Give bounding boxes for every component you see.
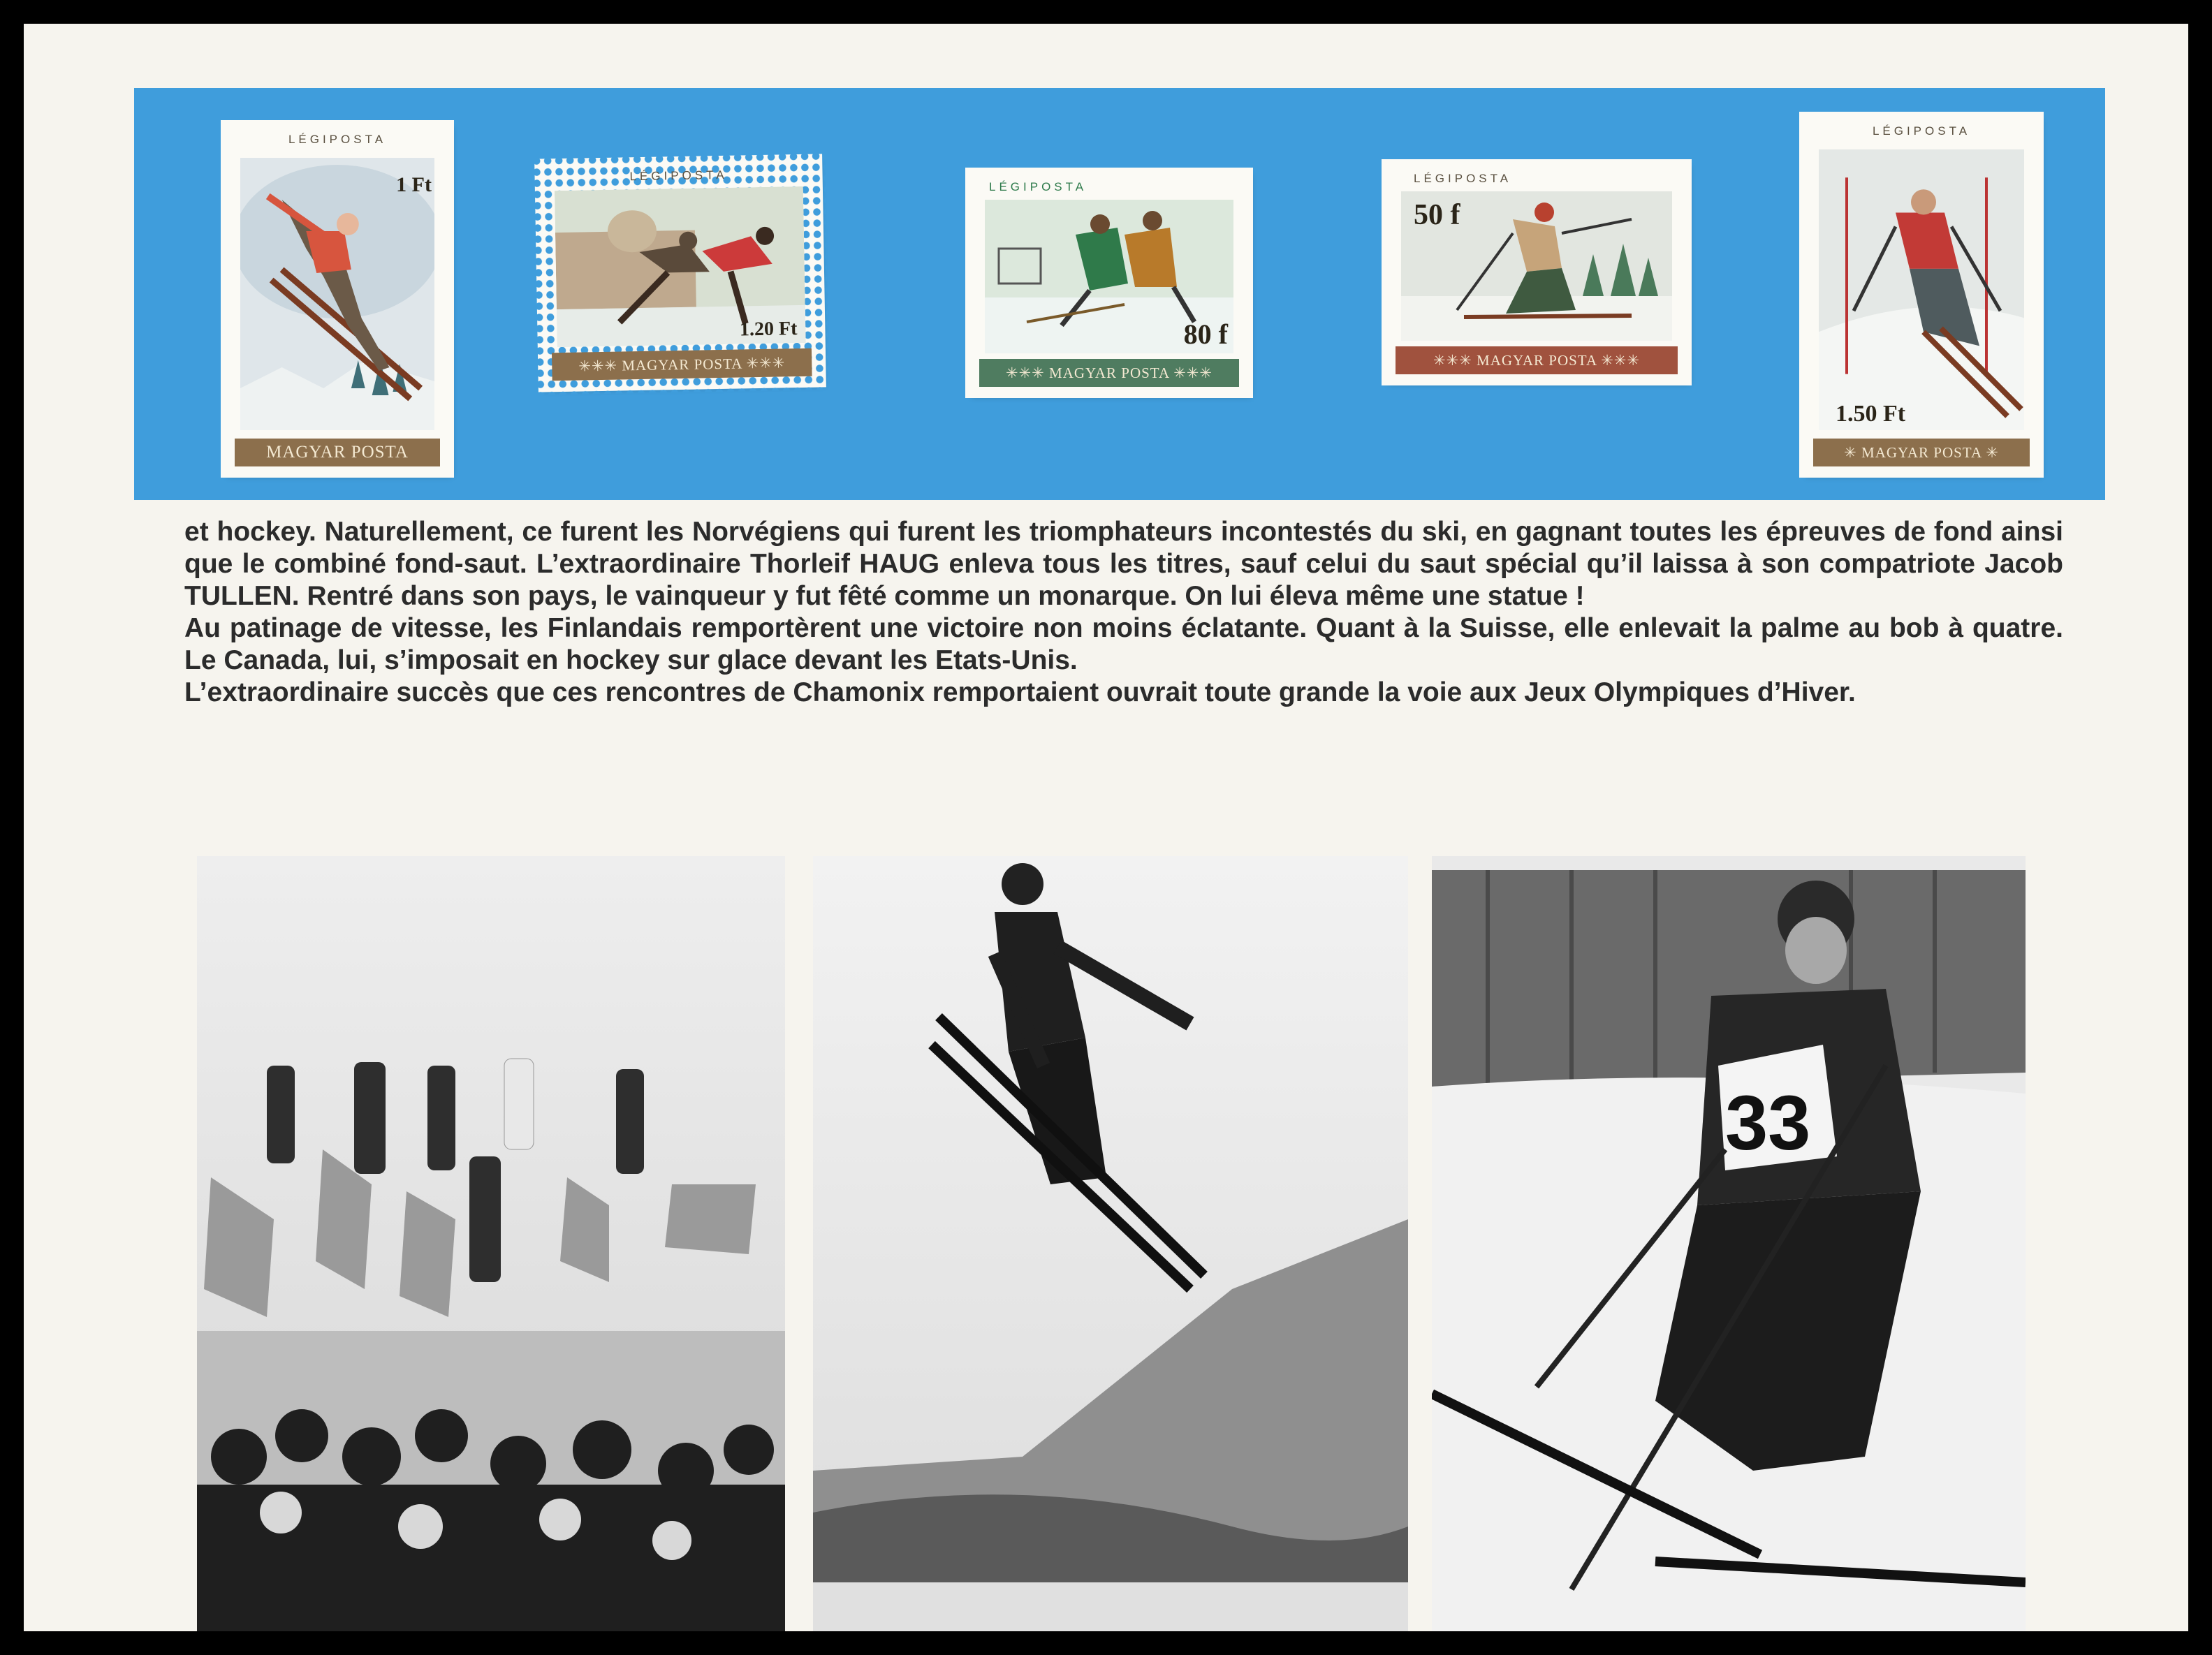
photo-ski-jump <box>813 856 1408 1631</box>
stamp-band <box>134 88 2105 500</box>
paragraph-chamonix-success: L’extraordinaire succès que ces rencontres de Chamonix remportaient ouvrait toute grande la voie aux Jeux Olympiques d’Hiver. <box>184 677 1856 707</box>
stamp-footer: ✳✳✳ MAGYAR POSTA ✳✳✳ <box>1396 346 1678 374</box>
stamp-slalom-skier <box>1803 116 2039 473</box>
stamp-illustration <box>240 158 434 430</box>
photo-flag-ceremony <box>197 856 785 1631</box>
stamp-ice-hockey <box>969 172 1249 394</box>
stamp-illustration <box>1819 149 2024 430</box>
stamp-header: LÉGIPOSTA <box>989 180 1087 193</box>
photo-cross-country-skier <box>1432 856 2026 1631</box>
stamp-cross-country-skier <box>1386 163 1687 381</box>
stamp-header: LÉGIPOSTA <box>629 168 728 184</box>
stamp-footer: ✳✳✳ MAGYAR POSTA ✳✳✳ <box>979 359 1239 387</box>
paragraph-finnish-swiss-canada: Au patinage de vitesse, les Finlandais remportèrent une victoire non moins éclatante. Quant à la Suisse, elle enlevait la palme au bob à quatre. Le Canada, lui, s’imposait en hockey sur glace devant les Etats-Unis. <box>184 613 2063 675</box>
stamp-denomination: 80 f <box>1183 318 1228 350</box>
paragraph-norwegians: et hockey. Naturellement, ce furent les Norvégiens qui furent les triomphateurs incontestés du ski, en gagnant toutes les épreuves de fond ainsi que le combiné fond-saut. L’extraordinaire Thorleif HAUG enleva tous les titres, sauf celui du saut spécial qu’il laissa à son compatriote Jacob TULLEN. Rentré dans son pays, le vainqueur y fut fêté comme un monarque. On lui éleva même une statue ! <box>184 517 2063 611</box>
stamp-denomination: 1.20 Ft <box>739 318 798 341</box>
page <box>24 24 2188 1631</box>
article-text <box>184 516 2063 709</box>
stamp-header: LÉGIPOSTA <box>288 133 387 146</box>
stamp-header: LÉGIPOSTA <box>1414 172 1512 185</box>
stamp-header: LÉGIPOSTA <box>1872 124 1971 138</box>
bib-number: 33 <box>1725 1080 1811 1166</box>
stamp-denomination: 1.50 Ft <box>1836 401 1906 427</box>
stamp-denomination: 1 Ft <box>396 173 432 196</box>
stamp-denomination: 50 f <box>1414 199 1460 231</box>
stamp-speed-skaters <box>539 159 822 388</box>
stamp-ski-jumper <box>225 124 450 473</box>
stamp-footer: ✳✳✳ MAGYAR POSTA ✳✳✳ <box>552 348 812 381</box>
stamp-footer: MAGYAR POSTA <box>235 439 440 466</box>
stamp-footer: ✳ MAGYAR POSTA ✳ <box>1813 439 2030 466</box>
